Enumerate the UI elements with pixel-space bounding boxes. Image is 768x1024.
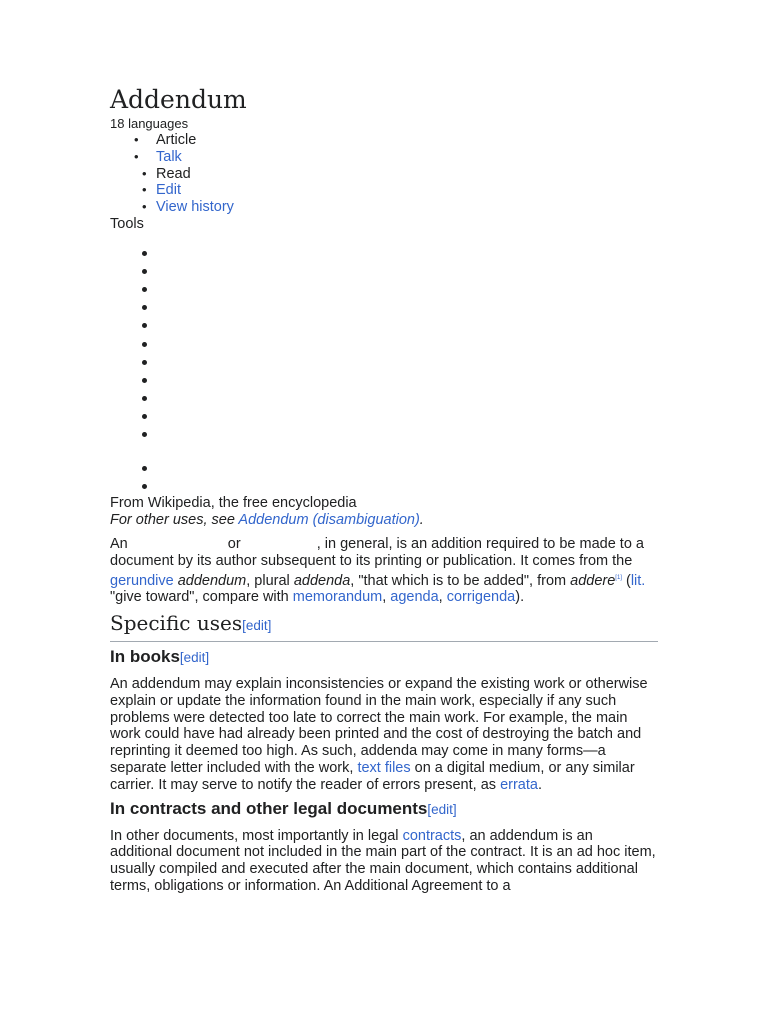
intro-text: , in general, is an addition required to be made to a document by its author subsequent to its printing or publication. It comes from the — [110, 535, 644, 569]
paragraph-text: , an addendum is an additional document not included in the main part of the contract. It is an ad hoc item, usually compiled and executed after the main document, which contains additional terms, obligations or information. An Additional Agreement to a — [110, 827, 656, 894]
text-files-link[interactable]: text files — [357, 759, 411, 776]
tools-list-item[interactable] — [142, 323, 148, 329]
tools-list-item[interactable] — [142, 251, 148, 257]
contracts-link[interactable]: contracts — [402, 827, 462, 844]
intro-text: ). — [515, 589, 525, 606]
intro-text: , — [438, 589, 447, 606]
tools-list-item[interactable] — [142, 360, 148, 366]
intro-text: or — [223, 535, 245, 552]
page-title: Addendum — [110, 85, 247, 114]
tab-talk[interactable] — [156, 149, 658, 166]
corrigenda-link[interactable]: corrigenda — [446, 589, 516, 606]
intro-text: , "that which is to be added", from — [350, 572, 571, 589]
tools-list-item[interactable] — [142, 269, 148, 275]
paragraph-text: An addendum may explain inconsistencies or expand the existing work or otherwise explain or update the information found in the main work, especially if any such problems were detected too late to correct the main work. For example, the main work could have had already been printed and the cost of destroying the batch and reprinting it deemed too high. As such, addenda may come in many forms—a separate letter included with the work, — [110, 676, 648, 776]
page-tabs — [110, 132, 658, 216]
memorandum-link[interactable]: memorandum — [292, 589, 383, 606]
tab-read[interactable] — [156, 166, 658, 183]
language-count[interactable]: 18 languages — [110, 116, 189, 131]
intro-italic: addenda — [293, 572, 351, 589]
tab-read-label: Read — [156, 165, 191, 182]
tab-talk-link[interactable]: Talk — [156, 148, 182, 165]
tab-edit-link[interactable]: Edit — [156, 182, 181, 199]
intro-italic: addere — [570, 572, 616, 589]
tab-view-history[interactable] — [156, 199, 658, 216]
hatnote-disambiguation-link[interactable]: Addendum (disambiguation) — [238, 511, 420, 528]
tools-list-item[interactable] — [142, 466, 148, 472]
article-page — [110, 84, 658, 895]
paragraph-text: . — [537, 776, 542, 793]
section-heading-text: Specific uses — [110, 611, 243, 635]
edit-section-link[interactable]: [edit] — [427, 801, 457, 817]
tools-list-item[interactable] — [142, 287, 148, 293]
intro-text: , plural — [246, 572, 294, 589]
gerundive-link[interactable]: gerundive — [110, 572, 174, 589]
edit-section-link[interactable]: [edit] — [242, 618, 272, 633]
tools-list-item[interactable] — [142, 396, 148, 402]
tools-label[interactable]: Tools — [110, 215, 144, 232]
tab-edit[interactable] — [156, 182, 658, 199]
site-subtitle: From Wikipedia, the free encyclopedia — [110, 494, 357, 511]
intro-italic: addendum — [177, 572, 247, 589]
citation-link[interactable]: [1] — [615, 574, 622, 581]
intro-text: ( — [621, 572, 631, 589]
lit-link[interactable]: lit. — [630, 572, 646, 589]
paragraph-text: In other documents, most importantly in legal — [110, 827, 403, 844]
books-paragraph — [110, 676, 658, 794]
section-heading-text: In books — [110, 647, 180, 666]
tools-list-item[interactable] — [142, 414, 148, 420]
tools-list-item[interactable] — [142, 378, 148, 384]
intro-text: An — [110, 535, 132, 552]
paragraph-text: on a digital medium, or any similar carrier. It may serve to notify the reader of errors present, as — [110, 759, 635, 793]
tools-list — [110, 233, 658, 495]
tab-view-history-link[interactable]: View history — [156, 199, 234, 216]
tab-article[interactable] — [156, 132, 658, 149]
contracts-paragraph — [110, 828, 658, 895]
agenda-link[interactable]: agenda — [390, 589, 439, 606]
tools-list-item[interactable] — [142, 484, 148, 490]
tools-list-item[interactable] — [142, 305, 148, 311]
tools-list-item[interactable] — [142, 342, 148, 348]
hatnote-suffix: . — [419, 511, 424, 528]
intro-paragraph — [110, 536, 658, 606]
section-heading-specific-uses — [110, 610, 658, 642]
section-heading-in-books — [110, 646, 658, 669]
edit-section-link[interactable]: [edit] — [179, 650, 210, 665]
tab-article-label: Article — [156, 132, 197, 148]
intro-text: , — [382, 589, 391, 606]
errata-link[interactable]: errata — [500, 776, 538, 793]
hatnote — [110, 512, 658, 529]
section-heading-text: In contracts and other legal documents — [110, 798, 428, 818]
tools-list-item[interactable] — [142, 432, 148, 438]
intro-text: "give toward", compare with — [110, 589, 293, 606]
hatnote-prefix: For other uses, see — [110, 511, 239, 528]
section-heading-contracts — [110, 798, 658, 821]
